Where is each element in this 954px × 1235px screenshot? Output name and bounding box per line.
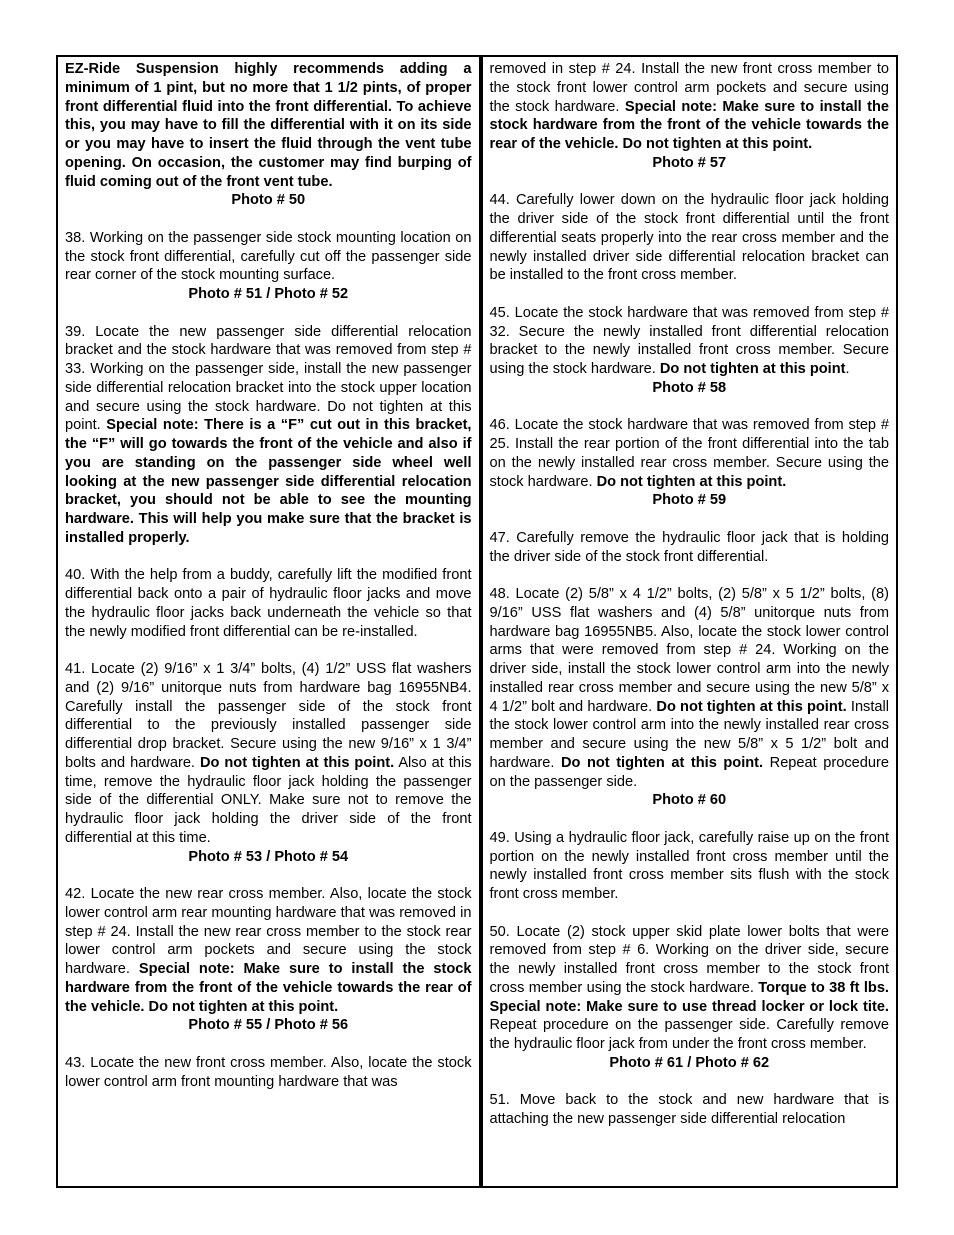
step-48-warning-2: Do not tighten at this point. <box>560 754 764 771</box>
step-42 <box>65 885 472 1035</box>
step-49 <box>490 829 890 904</box>
instructions-frame <box>56 55 898 1188</box>
step-43-continued <box>490 60 890 173</box>
step-48 <box>490 585 890 810</box>
step-49-text: 49. Using a hydraulic floor jack, carefully raise up on the front portion on the newly installed front cross member until the newly installed front cross member sits flush with the stock front cross member. <box>489 829 889 902</box>
step-47 <box>490 529 890 567</box>
photo-61-62-label: Photo # 61 / Photo # 62 <box>609 1054 770 1071</box>
intro-paragraph <box>65 60 472 210</box>
photo-57-label: Photo # 57 <box>652 154 727 171</box>
step-38 <box>65 229 472 304</box>
step-50 <box>490 923 890 1073</box>
photo-59-label: Photo # 59 <box>652 492 727 509</box>
step-43 <box>65 1054 472 1092</box>
step-48-text: 48. Locate (2) 5/8” x 4 1/2” bolts, (2) 5/8” x 5 1/2” bolts, (8) 9/16” USS flat washers and (4) 5/8” unitorque nuts from hardware bag 16955NB5. Also, locate the stock lower control arms that were removed from step # 24. Working on the driver side, install the stock lower control arm into the newly installed rear cross member and secure using the new 5/8” x 4 1/2” bolt and hardware. <box>489 586 889 715</box>
step-46-warning: Do not tighten at this point. <box>596 473 787 490</box>
left-column <box>58 57 479 1186</box>
photo-53-54-label: Photo # 53 / Photo # 54 <box>188 848 349 865</box>
step-41-text-cont: Also at this time, remove the hydraulic floor jack holding the passenger side of the differential ONLY. Make sure not to remove the hydraulic floor jack holding the driver side of the front differential at this time. <box>65 754 472 846</box>
photo-50-label: Photo # 50 <box>231 192 306 209</box>
step-44-text: 44. Carefully lower down on the hydraulic floor jack holding the driver side of the stock front differential until the front differential seats properly into the rear cross member and the newly installed driver side differential relocation bracket can be installed to the front cross member. <box>489 192 889 284</box>
step-46-text: 46. Locate the stock hardware that was removed from step # 25. Install the rear portion of the front differential into the tab on the newly installed rear cross member. Secure using the stock hardware. <box>489 417 889 490</box>
photo-51-52-label: Photo # 51 / Photo # 52 <box>188 286 349 302</box>
step-45 <box>490 304 890 398</box>
step-40 <box>65 566 472 641</box>
step-48-warning-1: Do not tighten at this point. <box>656 698 847 715</box>
step-46 <box>490 416 890 510</box>
step-45-text: 45. Locate the stock hardware that was removed from step # 32. Secure the newly installed front differential relocation bracket to the newly installed front cross member. Secure using the stock hardware. <box>489 304 889 377</box>
step-48-text-cont: Install the stock lower control arm into the newly installed rear cross member and secure using the new 5/8” x 5 1/2” bolt and hardware. <box>489 698 890 771</box>
intro-text: EZ-Ride Suspension highly recommends adding a minimum of 1 pint, but no more that 1 1/2 pints, of proper front differential fluid into the front differential. To achieve this, you may have to fill the differential with it on its side or you may have to insert the fluid through the vent tube opening. On occasion, the customer may find burping of fluid coming out of the front vent tube. <box>65 61 472 190</box>
step-45-period: . <box>845 361 850 377</box>
step-43-cont-text: removed in step # 24. Install the new front cross member to the stock front lower control arm pockets and secure using the stock hardware. <box>489 61 889 115</box>
step-38-text: 38. Working on the passenger side stock mounting location on the stock front differential, carefully cut off the passenger side rear corner of the stock mounting surface. <box>65 229 472 284</box>
step-39-text: 39. Locate the new passenger side differential relocation bracket and the stock hardware that was removed from step # 33. Working on the passenger side, install the new passenger side differential relocation bracket into the stock upper location and secure using the stock hardware. Do not tighten at this point. <box>65 323 472 434</box>
step-40-text: 40. With the help from a buddy, carefully lift the modified front differential back onto a pair of hydraulic floor jacks and move the hydraulic floor jacks back underneath the vehicle so that the newly modified front differential can be re-installed. <box>65 567 472 640</box>
step-50-text-cont: Repeat procedure on the passenger side. Carefully remove the hydraulic floor jack from under the front cross member. <box>489 1017 889 1052</box>
step-41 <box>65 660 472 866</box>
right-column <box>483 57 897 1186</box>
photo-60-label: Photo # 60 <box>652 792 727 809</box>
step-50-torque-note: Torque to 38 ft lbs. Special note: Make sure to use thread locker or lock tite. <box>489 979 889 1015</box>
step-51-text: 51. Move back to the stock and new hardware that is attaching the new passenger side differential relocation <box>489 1092 889 1127</box>
step-43-special-note: Special note: Make sure to install the stock hardware from the front of the vehicle towards the rear of the vehicle. Do not tighten at this point. <box>489 98 889 152</box>
step-47-text: 47. Carefully remove the hydraulic floor jack that is holding the driver side of the stock front differential. <box>489 529 889 565</box>
step-48-text-end: Repeat procedure on the passenger side. <box>489 754 889 790</box>
step-41-warning: Do not tighten at this point. <box>199 754 395 771</box>
step-45-warning: Do not tighten at this point <box>659 361 846 377</box>
step-43-text: 43. Locate the new front cross member. Also, locate the stock lower control arm front mounting hardware that was <box>65 1054 472 1090</box>
step-39-special-note: Special note: There is a “F” cut out in this bracket, the “F” will go towards the front of the vehicle and also if you are standing on the passenger side wheel well looking at the new passenger side differential relocation bracket, you should not be able to see the mounting hardware. This will help you make sure that the bracket is installed properly. <box>65 417 472 546</box>
step-41-text: 41. Locate (2) 9/16” x 1 3/4” bolts, (4) 1/2” USS flat washers and (2) 9/16” unitorque nuts from hardware bag 16955NB4. Carefully install the passenger side of the stock front differential to the previously installed passenger side differential drop bracket. Secure using the new 9/16” x 1 3/4” bolts and hardware. <box>65 661 472 771</box>
step-44 <box>490 191 890 285</box>
photo-58-label: Photo # 58 <box>652 379 727 396</box>
photo-55-56-label: Photo # 55 / Photo # 56 <box>188 1017 349 1034</box>
step-42-text: 42. Locate the new rear cross member. Also, locate the stock lower control arm rear mounting hardware that was removed in step # 24. Install the new rear cross member to the stock rear lower control arm pockets and secure using the stock hardware. <box>65 886 472 977</box>
step-50-text: 50. Locate (2) stock upper skid plate lower bolts that were removed from step # 6. Working on the driver side, secure the newly installed front cross member to the stock front cross member using the stock hardware. <box>489 923 889 996</box>
step-42-special-note: Special note: Make sure to install the stock hardware from the front of the vehicle towards the rear of the vehicle. Do not tighten at this point. <box>65 961 472 1015</box>
step-51 <box>490 1091 890 1129</box>
step-39 <box>65 323 472 548</box>
